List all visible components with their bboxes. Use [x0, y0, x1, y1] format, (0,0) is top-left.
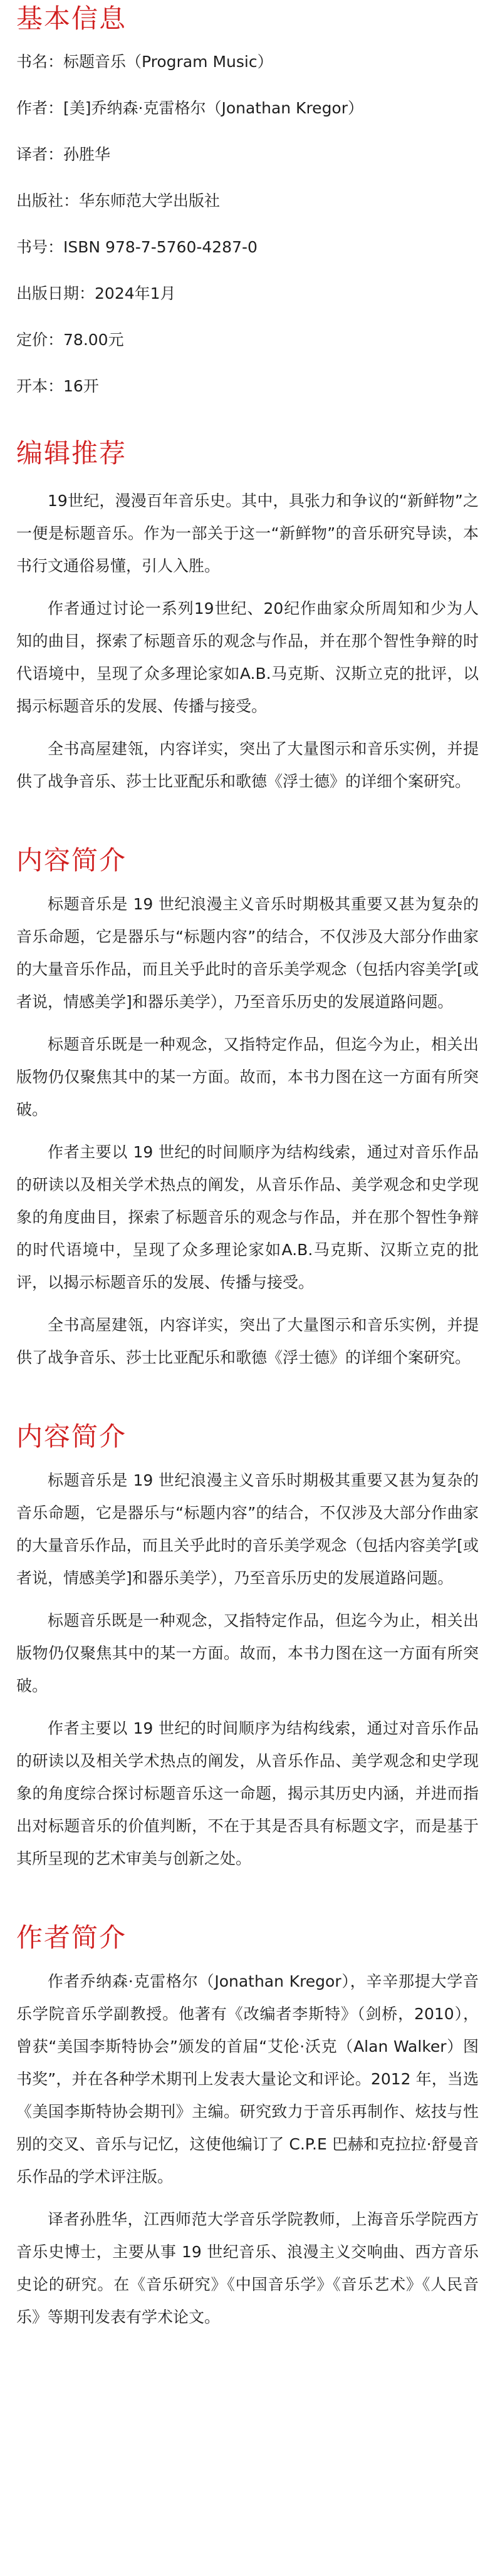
- info-label: 作者：: [16, 99, 64, 117]
- translator-paragraph: 译者孙胜华，江西师范大学音乐学院教师，上海音乐学院西方音乐史博士，主要从事 19 世纪音乐、浪漫主义交响曲、西方音乐史论的研究。在《音乐研究》《中国音乐学》《音乐艺术》《人民音乐》等期刊发表有学术论文。: [16, 2210, 479, 2326]
- page-bottom-spacer: [16, 2344, 479, 2369]
- editor-recommendation-section: [16, 435, 479, 798]
- content-summary-heading-1: 内容简介: [16, 845, 127, 876]
- editor-paragraph-1: 19世纪，漫漫百年音乐史。其中，具张力和争议的“新鲜物”之一便是标题音乐。作为一部关于这一“新鲜物”的音乐研究导读，本书行文通俗易懂，引人入胜。: [16, 492, 479, 575]
- info-publisher: [16, 188, 479, 214]
- summary2-paragraph-3: 作者主要以 19 世纪的时间顺序为结构线索，通过对音乐作品的研读以及相关学术热点的阐发，从音乐作品、美学观念和史学现象的角度综合探讨标题音乐这一命题，揭示其历史内涵，并进而指出对标题音乐的价值判断，不在于其是否具有标题文字，而是基于其所呈现的艺术审美与创新之处。: [16, 1719, 479, 1868]
- editor-paragraph-3: 全书高屋建瓴，内容详实，突出了大量图示和音乐实例，并提供了战争音乐、莎士比亚配乐和歌德《浮士德》的详细个案研究。: [16, 740, 479, 790]
- info-value: 标题音乐（Program Music）: [63, 53, 273, 71]
- info-value: 78.00元: [63, 331, 124, 349]
- content-summary-section-1: [16, 842, 479, 1374]
- summary2-paragraph-1: 标题音乐是 19 世纪浪漫主义音乐时期极其重要又甚为复杂的音乐命题，它是器乐与“标题内容”的结合，不仅涉及大部分作曲家的大量音乐作品，而且关乎此时的音乐美学观念（包括内容美学[或者说，情感美学]和器乐美学），乃至音乐历史的发展道路问题。: [16, 1471, 479, 1587]
- author-intro-section: [16, 1919, 479, 2334]
- author-intro-heading: 作者简介: [16, 1922, 127, 1953]
- summary1-paragraph-4: 全书高屋建瓴，内容详实，突出了大量图示和音乐实例，并提供了战争音乐、莎士比亚配乐和歌德《浮士德》的详细个案研究。: [16, 1316, 479, 1367]
- info-label: 译者：: [16, 145, 64, 163]
- content-summary-heading-2: 内容简介: [16, 1421, 127, 1452]
- summary1-paragraph-1: 标题音乐是 19 世纪浪漫主义音乐时期极其重要又甚为复杂的音乐命题，它是器乐与“标题内容”的结合，不仅涉及大部分作曲家的大量音乐作品，而且关乎此时的音乐美学观念（包括内容美学[或者说，情感美学]和器乐美学），乃至音乐历史的发展道路问题。: [16, 895, 479, 1011]
- editor-paragraph-2: 作者通过讨论一系列19世纪、20纪作曲家众所周知和少为人知的曲目，探索了标题音乐的观念与作品，并在那个智性争辩的时代语境中，呈现了众多理论家如A.B.马克斯、汉斯立克的批评，以揭示标题音乐的发展、传播与接受。: [16, 599, 479, 715]
- info-label: 出版日期：: [16, 284, 95, 303]
- info-value: [美]乔纳森·克雷格尔（Jonathan Kregor）: [63, 99, 364, 117]
- info-format: [16, 373, 479, 400]
- info-value: 孙胜华: [63, 145, 111, 163]
- summary1-paragraph-2: 标题音乐既是一种观念，又指特定作品，但迄今为止，相关出版物仍仅聚焦其中的某一方面。故而，本书力图在这一方面有所突破。: [16, 1035, 479, 1119]
- content-summary-section-2: [16, 1418, 479, 1875]
- basic-info-section: [16, 0, 479, 400]
- info-pub-date: [16, 281, 479, 307]
- summary1-paragraph-3: 作者主要以 19 世纪的时间顺序为结构线索，通过对音乐作品的研读以及相关学术热点的阐发，从音乐作品、美学观念和史学现象的角度曲目，探索了标题音乐的观念与作品，并在那个智性争辩的时代语境中，呈现了众多理论家如A.B.马克斯、汉斯立克的批评，以揭示标题音乐的发展、传播与接受。: [16, 1143, 479, 1291]
- editor-recommendation-heading: 编辑推荐: [16, 438, 127, 468]
- info-value: 16开: [63, 377, 99, 395]
- author-paragraph-1: 作者乔纳森·克雷格尔（Jonathan Kregor），辛辛那提大学音乐学院音乐学副教授。他著有《改编者李斯特》（剑桥，2010），曾获“美国李斯特协会”颁发的首届“艾伦·沃克（Alan Walker）图书奖”，并在各种学术期刊上发表大量论文和评论。2012 年，当选《美国李斯特协会期刊》主编。研究致力于音乐再制作、炫技与性别的交叉、音乐与记忆，这使他编订了 C.P.E 巴赫和克拉拉·舒曼音乐作品的学术评注版。: [16, 1972, 479, 2186]
- info-value: ISBN 978-7-5760-4287-0: [63, 238, 258, 256]
- info-title: [16, 49, 479, 75]
- info-translator: [16, 142, 479, 168]
- info-isbn: [16, 234, 479, 261]
- info-price: [16, 327, 479, 353]
- info-label: 书号：: [16, 238, 64, 256]
- basic-info-list: [16, 49, 479, 400]
- info-label: 书名：: [16, 53, 64, 71]
- info-label: 开本：: [16, 377, 64, 395]
- info-label: 定价：: [16, 331, 64, 349]
- basic-info-heading: 基本信息: [16, 3, 127, 34]
- info-label: 出版社：: [16, 192, 80, 210]
- info-value: 2024年1月: [95, 284, 176, 303]
- info-value: 华东师范大学出版社: [79, 192, 221, 210]
- info-author: [16, 95, 479, 122]
- summary2-paragraph-2: 标题音乐既是一种观念，又指特定作品，但迄今为止，相关出版物仍仅聚焦其中的某一方面。故而，本书力图在这一方面有所突破。: [16, 1611, 479, 1695]
